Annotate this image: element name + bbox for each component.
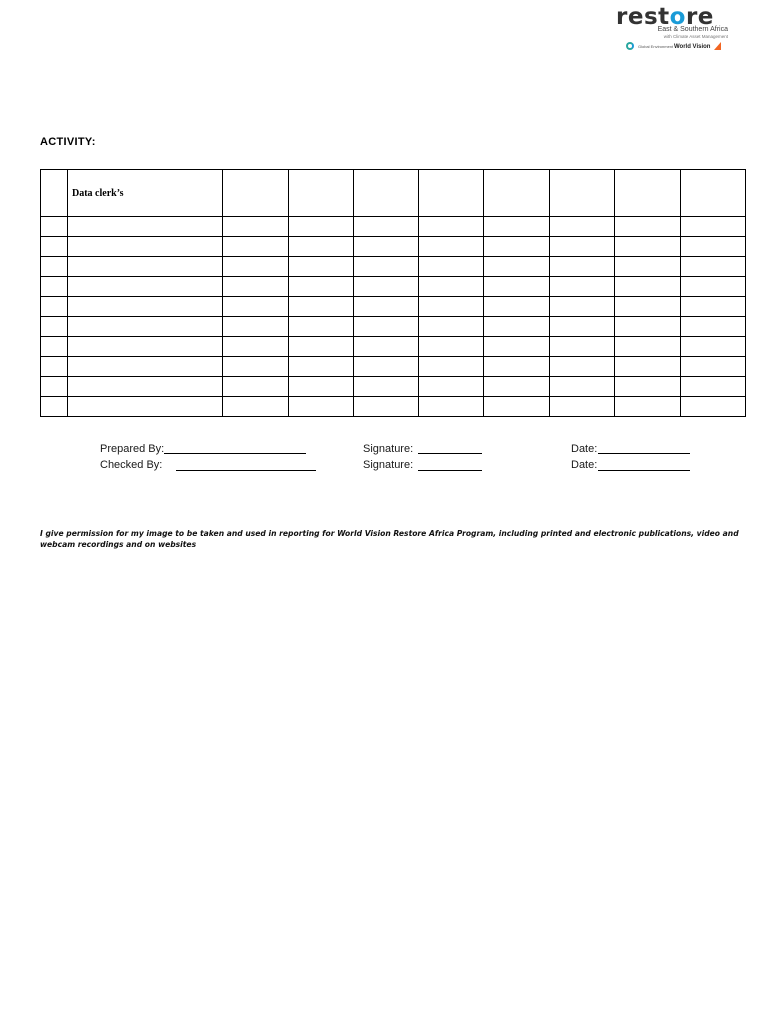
table-cell[interactable] — [354, 297, 419, 317]
table-cell[interactable] — [41, 237, 68, 257]
prepared-by-field[interactable] — [164, 443, 306, 454]
table-cell[interactable] — [41, 170, 68, 217]
table-cell[interactable] — [41, 257, 68, 277]
table-cell[interactable] — [484, 217, 550, 237]
table-cell[interactable] — [223, 257, 289, 277]
table-cell[interactable] — [681, 357, 746, 377]
table-cell[interactable] — [68, 257, 223, 277]
logo-wordmark: restore — [616, 4, 714, 30]
header-label: Data clerk’s — [72, 187, 124, 199]
data-table — [40, 169, 746, 417]
table-row — [41, 237, 746, 257]
table-cell[interactable] — [223, 317, 289, 337]
table-cell[interactable] — [354, 277, 419, 297]
table-cell[interactable] — [681, 170, 746, 217]
table-cell[interactable] — [550, 277, 615, 297]
table-row — [41, 357, 746, 377]
table-cell[interactable] — [41, 337, 68, 357]
table-cell[interactable] — [223, 337, 289, 357]
table-cell[interactable] — [68, 377, 223, 397]
signature-label: Signature: — [363, 459, 414, 471]
table-cell[interactable] — [419, 217, 484, 237]
table-cell[interactable] — [681, 397, 746, 417]
date-label: Date: — [571, 459, 598, 471]
table-cell[interactable] — [223, 297, 289, 317]
table-cell[interactable] — [223, 277, 289, 297]
table-cell[interactable] — [41, 357, 68, 377]
table-cell[interactable] — [681, 237, 746, 257]
table-cell[interactable] — [484, 337, 550, 357]
table-cell[interactable] — [354, 317, 419, 337]
table-cell[interactable] — [289, 297, 354, 317]
table-cell[interactable] — [615, 337, 681, 357]
table-cell[interactable] — [550, 317, 615, 337]
table-cell[interactable] — [484, 377, 550, 397]
table-cell[interactable] — [289, 217, 354, 237]
table-cell[interactable] — [223, 217, 289, 237]
date-label: Date: — [571, 443, 598, 455]
table-cell[interactable] — [419, 170, 484, 217]
world-vision-flag-icon — [714, 42, 721, 50]
logo-tagline: with Climate Asset Management — [663, 34, 728, 39]
table-cell[interactable] — [41, 277, 68, 297]
table-cell[interactable] — [289, 277, 354, 297]
table-cell[interactable] — [615, 357, 681, 377]
table-row — [41, 297, 746, 317]
checked-by-field[interactable] — [176, 460, 316, 471]
table-header-row — [41, 170, 746, 217]
table-cell[interactable] — [419, 337, 484, 357]
table-cell[interactable] — [681, 337, 746, 357]
table-cell[interactable] — [681, 217, 746, 237]
table-cell[interactable] — [354, 170, 419, 217]
table-cell[interactable] — [419, 357, 484, 377]
table-cell[interactable] — [289, 257, 354, 277]
partner-ring-icon — [626, 42, 634, 50]
table-cell[interactable] — [41, 397, 68, 417]
table-cell[interactable] — [354, 397, 419, 417]
prepared-signature-field[interactable] — [418, 443, 482, 454]
table-cell[interactable] — [41, 317, 68, 337]
table-cell[interactable] — [484, 237, 550, 257]
table-row — [41, 257, 746, 277]
table-cell[interactable] — [419, 317, 484, 337]
table-cell[interactable] — [68, 297, 223, 317]
header-cell-data-clerk[interactable] — [68, 170, 223, 217]
table-cell[interactable] — [289, 170, 354, 217]
table-cell[interactable] — [484, 277, 550, 297]
table-cell[interactable] — [41, 377, 68, 397]
table-cell[interactable] — [354, 217, 419, 237]
table-cell[interactable] — [223, 357, 289, 377]
table-cell[interactable] — [419, 277, 484, 297]
table-cell[interactable] — [550, 357, 615, 377]
table-cell[interactable] — [419, 377, 484, 397]
table-cell[interactable] — [484, 297, 550, 317]
prepared-date-field[interactable] — [598, 443, 690, 454]
table-cell[interactable] — [354, 237, 419, 257]
table-cell[interactable] — [41, 217, 68, 237]
table-cell[interactable] — [615, 237, 681, 257]
table-cell[interactable] — [615, 277, 681, 297]
table-cell[interactable] — [419, 237, 484, 257]
activity-label: ACTIVITY: — [40, 136, 96, 148]
table-cell[interactable] — [615, 217, 681, 237]
table-cell[interactable] — [223, 237, 289, 257]
table-cell[interactable] — [681, 277, 746, 297]
table-cell[interactable] — [615, 257, 681, 277]
table-cell[interactable] — [419, 297, 484, 317]
table-cell[interactable] — [681, 297, 746, 317]
table-cell[interactable] — [484, 357, 550, 377]
table-cell[interactable] — [484, 397, 550, 417]
checked-signature-field[interactable] — [418, 460, 482, 471]
signature-label: Signature: — [363, 443, 414, 455]
checked-by-label: Checked By: — [100, 459, 163, 471]
table-cell[interactable] — [550, 377, 615, 397]
table-cell[interactable] — [289, 377, 354, 397]
table-cell[interactable] — [354, 357, 419, 377]
consent-statement: I give permission for my image to be taken and used in reporting for World Vision Restore Africa Program, including printed and electronic publications, video and webcam recordings and on websites — [40, 529, 739, 549]
table-cell[interactable] — [223, 397, 289, 417]
table-cell[interactable] — [681, 317, 746, 337]
table-cell[interactable] — [289, 237, 354, 257]
table-cell[interactable] — [615, 170, 681, 217]
table-cell[interactable] — [550, 237, 615, 257]
table-cell[interactable] — [484, 317, 550, 337]
table-cell[interactable] — [68, 357, 223, 377]
table-cell[interactable] — [615, 377, 681, 397]
prepared-by-label: Prepared By: — [100, 443, 165, 455]
table-cell[interactable] — [223, 377, 289, 397]
table-cell[interactable] — [289, 357, 354, 377]
table-row — [41, 397, 746, 417]
checked-date-field[interactable] — [598, 460, 690, 471]
table-cell[interactable] — [484, 257, 550, 277]
table-cell[interactable] — [289, 397, 354, 417]
table-cell[interactable] — [223, 170, 289, 217]
table-cell[interactable] — [68, 277, 223, 297]
table-row — [41, 317, 746, 337]
table-cell[interactable] — [419, 257, 484, 277]
table-cell[interactable] — [681, 257, 746, 277]
table-row — [41, 377, 746, 397]
table-cell[interactable] — [419, 397, 484, 417]
table-cell[interactable] — [354, 377, 419, 397]
table-cell[interactable] — [289, 337, 354, 357]
table-cell[interactable] — [681, 377, 746, 397]
table-cell[interactable] — [41, 297, 68, 317]
table-cell[interactable] — [68, 337, 223, 357]
table-cell[interactable] — [550, 337, 615, 357]
restore-logo — [612, 4, 730, 54]
table-cell[interactable] — [354, 257, 419, 277]
table-cell[interactable] — [615, 317, 681, 337]
logo-partner-small: Global Environment — [638, 44, 674, 49]
table-cell[interactable] — [550, 397, 615, 417]
table-cell[interactable] — [615, 397, 681, 417]
table-cell[interactable] — [354, 337, 419, 357]
table-cell[interactable] — [484, 170, 550, 217]
table-cell[interactable] — [615, 297, 681, 317]
table-cell[interactable] — [289, 317, 354, 337]
logo-partner-name: World Vision — [674, 44, 711, 50]
table-cell[interactable] — [68, 317, 223, 337]
table-row — [41, 277, 746, 297]
table-cell[interactable] — [550, 297, 615, 317]
table-cell[interactable] — [68, 217, 223, 237]
table-cell[interactable] — [68, 397, 223, 417]
table-cell[interactable] — [550, 170, 615, 217]
table-cell[interactable] — [550, 257, 615, 277]
table-cell[interactable] — [68, 237, 223, 257]
table-cell[interactable] — [550, 217, 615, 237]
table-row — [41, 337, 746, 357]
logo-subtitle: East & Southern Africa — [657, 26, 728, 33]
table-row — [41, 217, 746, 237]
